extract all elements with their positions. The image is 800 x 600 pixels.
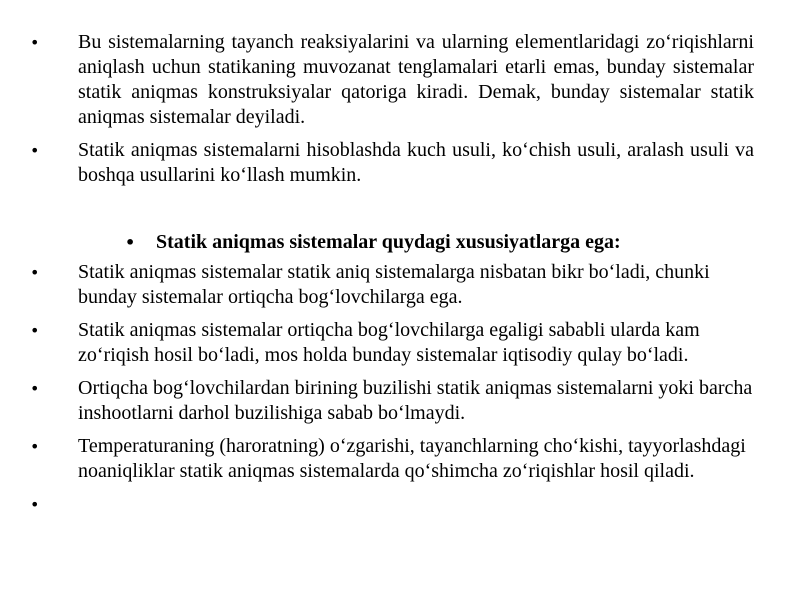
bullet-icon: • (30, 379, 40, 398)
section-heading (125, 230, 621, 255)
list-item (30, 260, 754, 310)
list-item-empty (30, 492, 754, 517)
list-item-text: Statik aniqmas sistemalarni hisoblashda kuch usuli, koʻchish usuli, aralash usuli va boshqa usullarini koʻllash mumkin. (78, 139, 754, 186)
list-item (30, 318, 754, 368)
bullet-icon: • (30, 321, 40, 340)
bullet-icon: • (30, 141, 40, 160)
top-bullet-list (30, 30, 754, 196)
section-heading-text: Statik aniqmas sistemalar quydagi xususiyatlarga ega: (156, 231, 621, 253)
bullet-icon: • (125, 233, 136, 252)
list-item (30, 376, 754, 426)
bottom-bullet-list (30, 260, 754, 525)
list-item-text: Ortiqcha bogʻlovchilardan birining buzilishi statik aniqmas sistemalarni yoki barcha inshootlarni darhol buzilishiga sabab boʻlmaydi. (78, 377, 753, 424)
list-item (30, 434, 754, 484)
list-item (30, 30, 754, 130)
list-item-text: Statik aniqmas sistemalar statik aniq sistemalarga nisbatan bikr boʻladi, chunki bunday sistemalar ortiqcha bogʻlovchilarga ega. (78, 261, 710, 308)
list-item (30, 138, 754, 188)
bullet-icon: • (30, 495, 40, 514)
bullet-icon: • (30, 33, 40, 52)
list-item-text: Statik aniqmas sistemalar ortiqcha bogʻlovchilarga egaligi sababli ularda kam zoʻriqish hosil boʻladi, mos holda bunday sistemalar iqtisodiy qulay boʻladi. (78, 319, 700, 366)
list-item-text: Bu sistemalarning tayanch reaksiyalarini va ularning elementlaridagi zoʻriqishlarni aniqlash uchun statikaning muvozanat tenglamalari etarli emas, bunday sistemalar statik aniqmas konstruksiyalar qatoriga kiradi. Demak, bunday sistemalar statik aniqmas sistemalar deyiladi. (78, 31, 754, 128)
bullet-icon: • (30, 263, 40, 282)
bullet-icon: • (30, 437, 40, 456)
list-item-text: Temperaturaning (haroratning) oʻzgarishi, tayanchlarning choʻkishi, tayyorlashdagi noaniqliklar statik aniqmas sistemalarda qoʻshimcha zoʻriqishlar hosil qiladi. (78, 435, 746, 482)
